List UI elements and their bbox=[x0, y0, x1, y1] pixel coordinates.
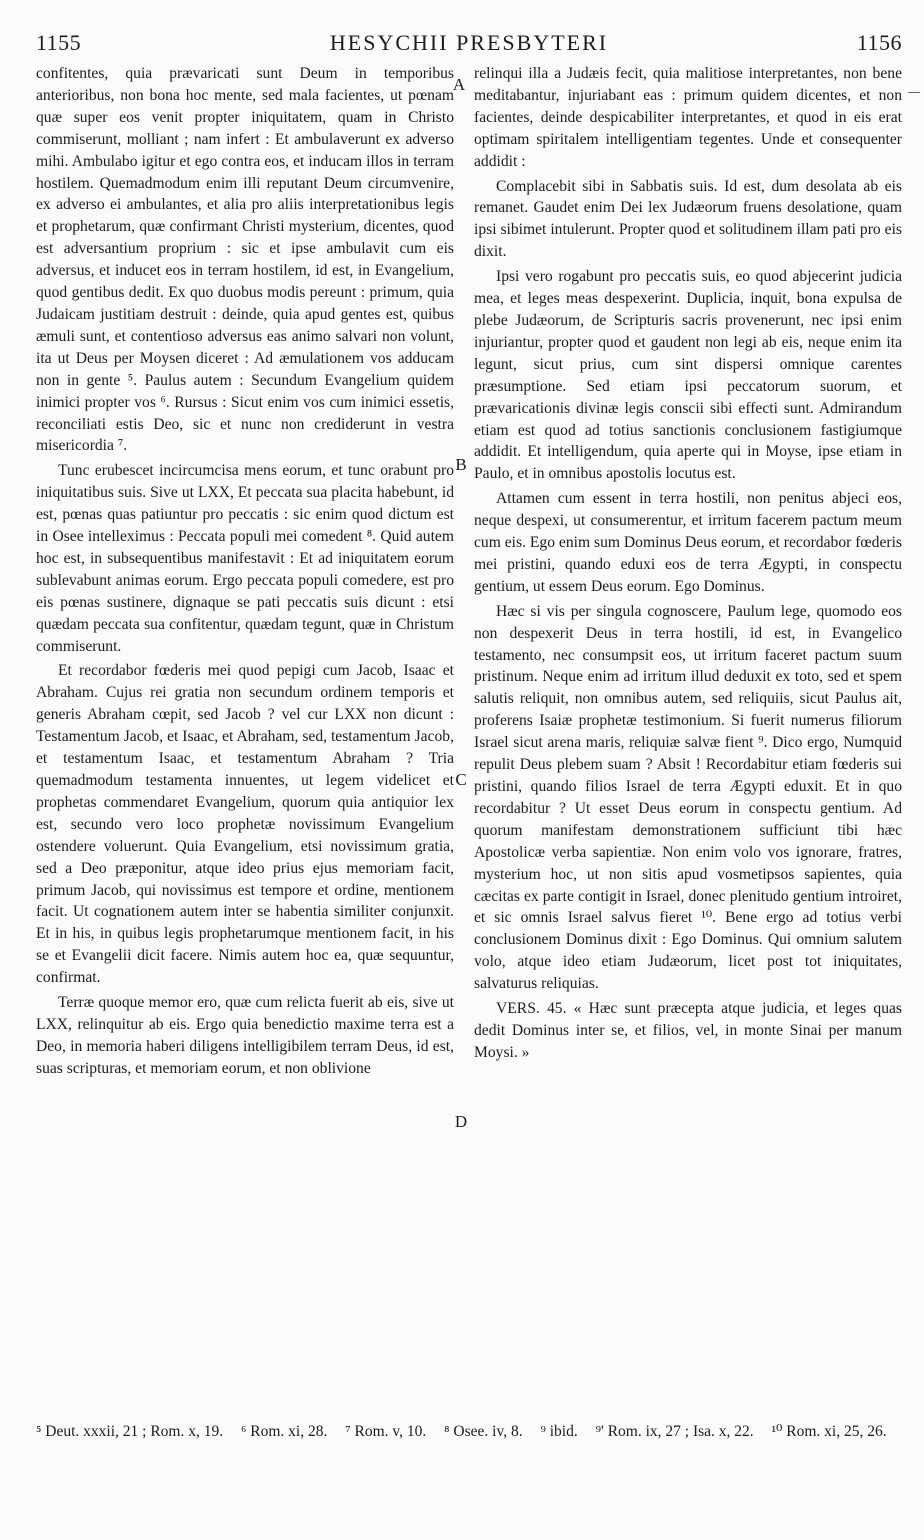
margin-letter-a: A bbox=[452, 75, 466, 94]
paragraph: Et recordabor fœderis mei quod pepigi cum Jacob, Isaac et Abraham. Cujus rei gratia non secundum ordinem temporis et generis Abraham cœpit, sed Jacob ? vel cur LXX non dicunt : Testamentum Jacob, et Isaac, et Abraham, sed, testamentum Jacob, et testamentum Isaac, et testamentum Abraham ? Tria quemadmodum testamenta innuentes, ut legem videlicet et prophetas commendaret Evangelium, quorum quia antiquior lex est, secundo vero loco prophetæ novissimum Evangelium ostendere voluerunt. Quia Evangelium, etsi novissimum gratia, sed a Deo præponitur, atque ideo prius ejus memoriam facit, primum Jacob, qui novissimus est tempore et ordine, mentionem facit. Ut cognationem autem inter se habentia similiter conjunxit. Et in his, in quibus legis prophetarumque mentionem facit, in his se et Evangelii dicit facere. Nimis autem hoc ea, quæ sequuntur, confirmat. bbox=[36, 662, 454, 987]
footnote: ⁷ Rom. v, 10. bbox=[345, 1423, 427, 1440]
footnotes bbox=[36, 1422, 902, 1442]
footnote: ⁵ Deut. xxxii, 21 ; Rom. x, 19. bbox=[36, 1423, 224, 1440]
running-title: HESYCHII PRESBYTERI bbox=[329, 30, 609, 55]
paragraph: Terræ quoque memor ero, quæ cum relicta fuerit ab eis, sive ut LXX, relinquitur ab eis. Ergo quia benedictio maxime terra est a Deo, in memoria haberi diligens intelligibilem terram Deus, id est, suas scripturas, et memoriam eorum, et non oblivione bbox=[36, 994, 454, 1077]
page-number-right: 1156 bbox=[856, 30, 902, 55]
paragraph: VERS. 45. « Hæc sunt præcepta atque judicia, et leges quas dedit Dominus inter se, et filios, vel, in monte Sinai per manum Moysi. » bbox=[474, 1000, 902, 1061]
footnote: ⁶ Rom. xi, 28. bbox=[240, 1423, 328, 1440]
margin-mark bbox=[908, 92, 920, 93]
paragraph: relinqui illa a Judæis fecit, quia malitiose interpretantes, non bene meditabantur, injuriabant eas : primum quidem dicentes, et non facientes, deinde despicabiliter interpretantes, et quod in eis erat optimam spiritalem intelligentiam tegentes. Unde et consequenter addidit : bbox=[474, 65, 902, 170]
paragraph: Attamen cum essent in terra hostili, non penitus abjeci eos, neque despexi, ut consumerentur, et irritum facerem pactum meum cum eis. Ego enim sum Dominus Deus eorum, et recordabor fœderis mei pristini, quando eduxi eos de terra Ægypti, in conspectu gentium, ut essem Deus eorum. Ego Dominus. bbox=[474, 490, 902, 595]
running-header bbox=[36, 30, 902, 60]
margin-letter-c: C bbox=[455, 770, 467, 789]
paragraph: Tunc erubescet incircumcisa mens eorum, et tunc orabunt pro iniquitatibus suis. Sive ut LXX, Et peccata sua placita habebunt, id est, pœnas quas patiuntur pro peccatis : sic enim quod dictum est in Osee intelleximus : Peccata populi mei comedent ⁸. Quid autem hoc est, in subsequentibus manifestavit : Et ad iniquitatem eorum sublevabunt animas eorum. Ergo peccata populi comedere, est pro eis pœnas sustinere, dignaque se pati peccatis suis dicunt : etsi quædam peccata sua confitentur, quædam tegunt, quæ in Christum commiserunt. bbox=[36, 462, 454, 655]
footnote: ⁹' Rom. ix, 27 ; Isa. x, 22. bbox=[595, 1423, 754, 1440]
paragraph: Complacebit sibi in Sabbatis suis. Id est, dum desolata ab eis remanet. Gaudet enim Dei lex Judæorum fruens desolatione, quam ipsi sibimet intulerunt. Propter quod et solitudinem illam pati pro eis dixit. bbox=[474, 177, 902, 261]
page-number-left: 1155 bbox=[36, 30, 82, 55]
paragraph: confitentes, quia prævaricati sunt Deum in temporibus anterioribus, non bona hoc mente, sed mala facientes, ut pœnam quæ super eos venit propter iniquitatem, quam in Christo commiserunt, molliant ; nam infert : Et ambulaverunt ex adverso mihi. Ambulabo igitur et ego contra eos, et inducam illos in terram hostilem. Quemadmodum enim illi reputant Deum circumvenire, ex adverso ei ambulantes, et alia pro aliis interpretationibus legis et prophetarum, quæ confirmant Christi mysterium, dicentes, quod est adversantium proprium : sic et ipse ambulavit cum eis adversus, et inducet eos in terram hostilem, id est, in Evangelium, quod gentibus dedit. Ex quo duobus modis pereunt : primum, quia Judaicam justitiam destruit : deinde, quia apud gentes est, quibus æmuli sunt, et contentioso adversus eas animo salvari non volunt, ita ut Deus per Moysen diceret : Ad æmulationem vos adducam non in gente ⁵. Paulus autem : Secundum Evangelium quidem inimici propter vos ⁶. Rursus : Sicut enim vos cum inimici essetis, reconciliati estis Deo, sic et nunc non crediderunt in vestra misericordia ⁷. bbox=[36, 65, 454, 455]
right-column bbox=[474, 63, 902, 1064]
paragraph: Ipsi vero rogabunt pro peccatis suis, eo quod abjecerint judicia mea, et leges meas despexerint. Duplicia, inquit, bona expulsa de plebe Judæorum, de Scripturis sacris provenerunt, nec ipsi enim injuriantur, propter quod et gaudent non legi ab eis, neque enim ita legunt, sicut prius, cum sint dispersi omnique carentes præsumptione. Sed etiam ipsi peccatorum suorum, et prævaricationis divinæ legis conscii sibi effecti sunt. Admirandum etiam est quod ad totius sanctionis conclusionem fastigiumque addidit. Et intelligendum, quia aperte qui in Moyse, ipse etiam in Paulo, et in omnibus apostolis locutus est. bbox=[474, 268, 902, 483]
margin-letter-d: D bbox=[454, 1112, 468, 1131]
footnote: ¹⁰ Rom. xi, 25, 26. bbox=[771, 1423, 887, 1440]
left-column bbox=[36, 63, 454, 1080]
margin-letter-b: B bbox=[455, 455, 467, 474]
paragraph: Hæc si vis per singula cognoscere, Paulum lege, quomodo eos non despexerit Deus in terra hostili, id est, in Evangelico testamento, nec consumpsit eos, ut irritum faceret pactum suum pristinum. Neque enim ad irritum illud deduxit ex toto, sed et spem salutis reliquit, non omnibus autem, sed reliquiis, sicut Paulus ait, proferens Isaiæ prophetæ testimonium. Si fuerit numerus filiorum Israel sicut arena maris, reliquiæ salvæ fient ⁹. Dico ergo, Numquid repulit Deus plebem suam ? Absit ! Recordabitur etiam fœderis sui pristini, quando filios Israel de terra Ægypti eduxit. Et in quo recordabitur ? Ut esset Deus eorum in conspectu gentium. Ad quorum manifestam demonstrationem sufficiunt tibi hæc Apostolicæ verba sapientiæ. Non enim volo vos ignorare, fratres, mysterium hoc, ut non sitis apud vosmetipsos sapientes, quia cæcitas ex parte contigit in Israel, donec plenitudo gentium introiret, et sic omnis Israel salvus fieret ¹⁰. Bene ergo ad totius verbi conclusionem Dominus dixit : Ego Dominus. Qui omnium salutem volo, atque ideo etiam Judæorum, licet post tot iniquitates, salvaturus reliquias. bbox=[474, 602, 902, 993]
footnote: ⁸ Osee. iv, 8. bbox=[444, 1423, 523, 1440]
footnote: ⁹ ibid. bbox=[540, 1423, 578, 1440]
